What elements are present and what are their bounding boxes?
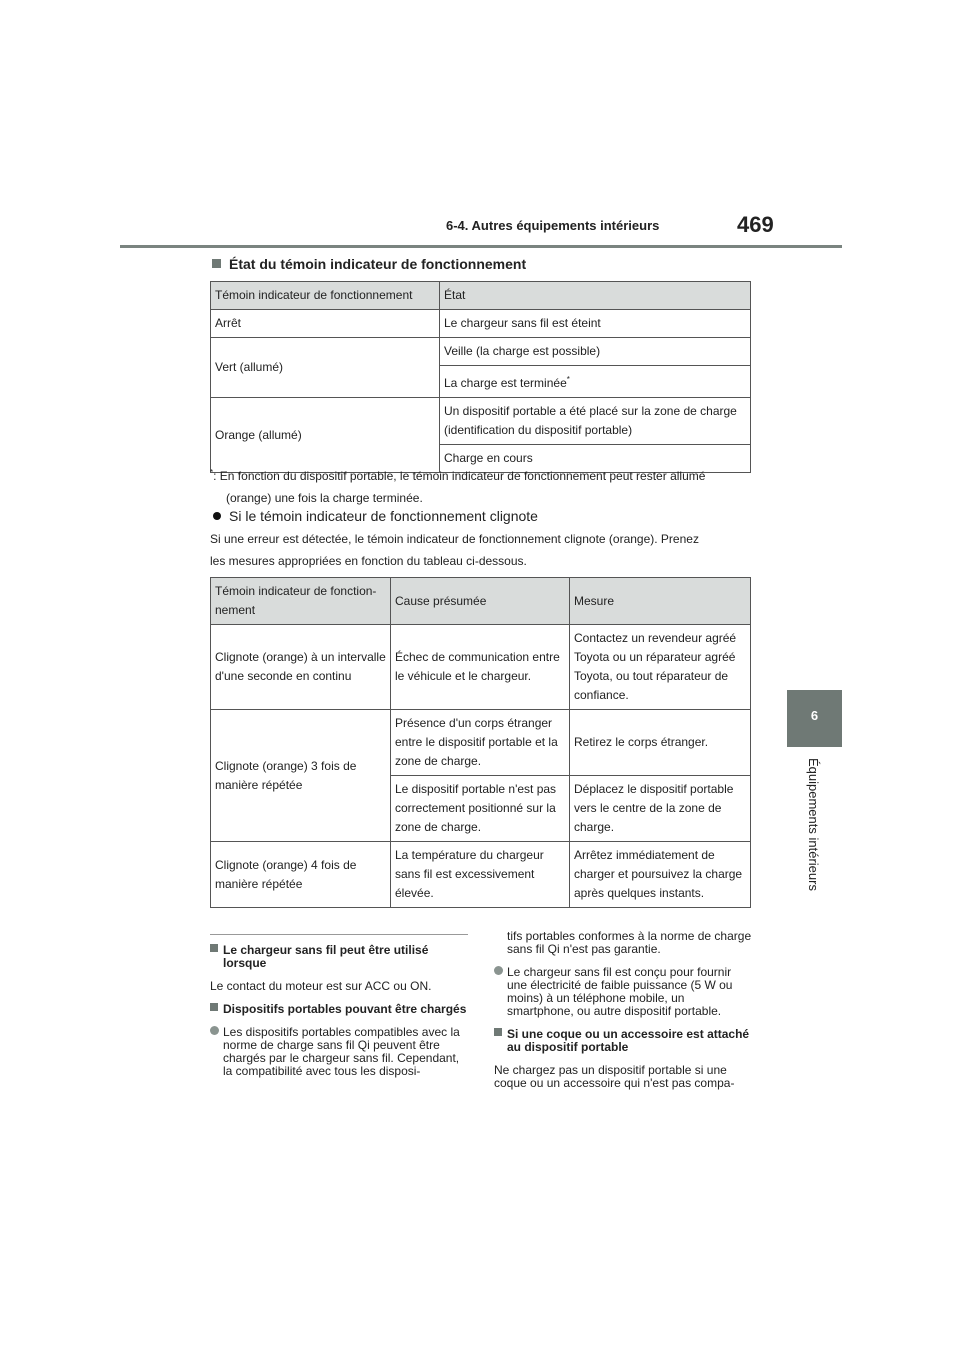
table-header: Témoin indicateur de fonction-nement [211,578,391,625]
table-cell: Orange (allumé) [211,398,440,473]
table-header: Cause présumée [391,578,570,625]
table-cell: Retirez le corps étranger. [570,710,751,776]
footnote-mark: * [210,468,214,477]
table-header: État [440,282,751,310]
note-text: Ne chargez pas un dispositif portable si une coque ou un accessoire qui n'est pas compa- [494,1063,735,1090]
table-header: Témoin indicateur de fonctionnement [211,282,440,310]
round-bullet-icon [213,512,221,520]
blinking-indicator-table [210,577,751,908]
section-title: 6-4. Autres équipements intérieurs [446,218,660,233]
table-cell: Échec de communication entre le véhicule et le chargeur. [391,625,570,710]
notes-rule [210,934,468,935]
section2-intro: Si une erreur est détectée, le témoin indicateur de fonctionnement clignote (orange). Prenez les mesures appropriées en fonction du tableau ci-dessous. [210,532,699,568]
header-rule [120,245,842,248]
table-cell: Clignote (orange) à un intervalle d'une seconde en continu [211,625,391,710]
table-cell: Présence d'un corps étranger entre le dispositif portable et la zone de charge. [391,710,570,776]
table-header-row [211,282,751,310]
footnote: *: En fonction du dispositif portable, le témoin indicateur de fonctionnement peut rester allumé (orange) une fois la charge terminée. [210,468,706,505]
table-row [211,310,751,338]
note-continuation: tifs portables conformes à la norme de charge sans fil Qi n'est pas garantie. [507,929,752,956]
square-bullet-icon [494,1028,502,1036]
chapter-label [805,758,825,928]
table-cell: Le chargeur sans fil est éteint [440,310,751,338]
round-bullet-icon [210,1026,219,1035]
chapter-number: 6 [810,708,819,723]
section1-heading: État du témoin indicateur de fonctionnement [212,256,526,272]
footnote-line2: (orange) une fois la charge terminée. [226,491,423,505]
table-cell: Clignote (orange) 3 fois de manière répétée [211,710,391,842]
square-bullet-icon [210,1003,218,1011]
note-heading: Le chargeur sans fil peut être utilisé lorsque [210,944,470,970]
table-cell: Clignote (orange) 4 fois de manière répétée [211,842,391,908]
table-cell: Charge en cours [440,445,751,473]
table-cell: Le dispositif portable n'est pas correctement positionné sur la zone de charge. [391,776,570,842]
note-heading: Dispositifs portables pouvant être chargés [210,1003,470,1016]
notes-right-column [494,930,752,1100]
chapter-label-text: Équipements intérieurs [806,758,821,891]
section2-heading: Si le témoin indicateur de fonctionnement clignote [213,508,538,524]
asterisk-mark: * [566,375,570,384]
note-heading: Si une coque ou un accessoire est attaché au dispositif portable [494,1028,752,1054]
table-cell: Arrêt [211,310,440,338]
table-cell: Vert (allumé) [211,338,440,398]
indicator-status-table [210,281,751,473]
square-bullet-icon [210,944,218,952]
table-header-row [211,578,751,625]
table-row [211,842,751,908]
table-cell: Un dispositif portable a été placé sur la zone de charge (identification du dispositif portable) [440,398,751,445]
square-bullet-icon [212,259,221,268]
table-cell: Contactez un revendeur agréé Toyota ou un réparateur agréé Toyota, ou tout réparateur de confiance. [570,625,751,710]
table-header: Mesure [570,578,751,625]
table-row [211,710,751,776]
table-cell: Arrêtez immédiatement de charger et poursuivez la charge après quelques instants. [570,842,751,908]
table-cell: Veille (la charge est possible) [440,338,751,366]
table-cell [440,366,751,398]
table-row [211,398,751,445]
table-row [211,338,751,366]
note-text: Le contact du moteur est sur ACC ou ON. [210,979,432,993]
round-bullet-icon [494,966,503,975]
page-number: 469 [737,212,774,237]
table-cell: La température du chargeur sans fil est excessivement élevée. [391,842,570,908]
table-cell: Déplacez le dispositif portable vers le centre de la zone de charge. [570,776,751,842]
table-row [211,625,751,710]
notes-left-column [210,944,470,1088]
note-bullet: Les dispositifs portables compatibles avec la norme de charge sans fil Qi peuvent être chargés par le chargeur sans fil. Cependant, la compatibilité avec tous les disposi- [210,1026,470,1078]
note-bullet: Le chargeur sans fil est conçu pour fournir une électricité de faible puissance (5 W ou moins) à un téléphone mobile, un smartphone, ou autre dispositif portable. [494,966,752,1018]
cell-text: La charge est terminée [444,376,567,390]
